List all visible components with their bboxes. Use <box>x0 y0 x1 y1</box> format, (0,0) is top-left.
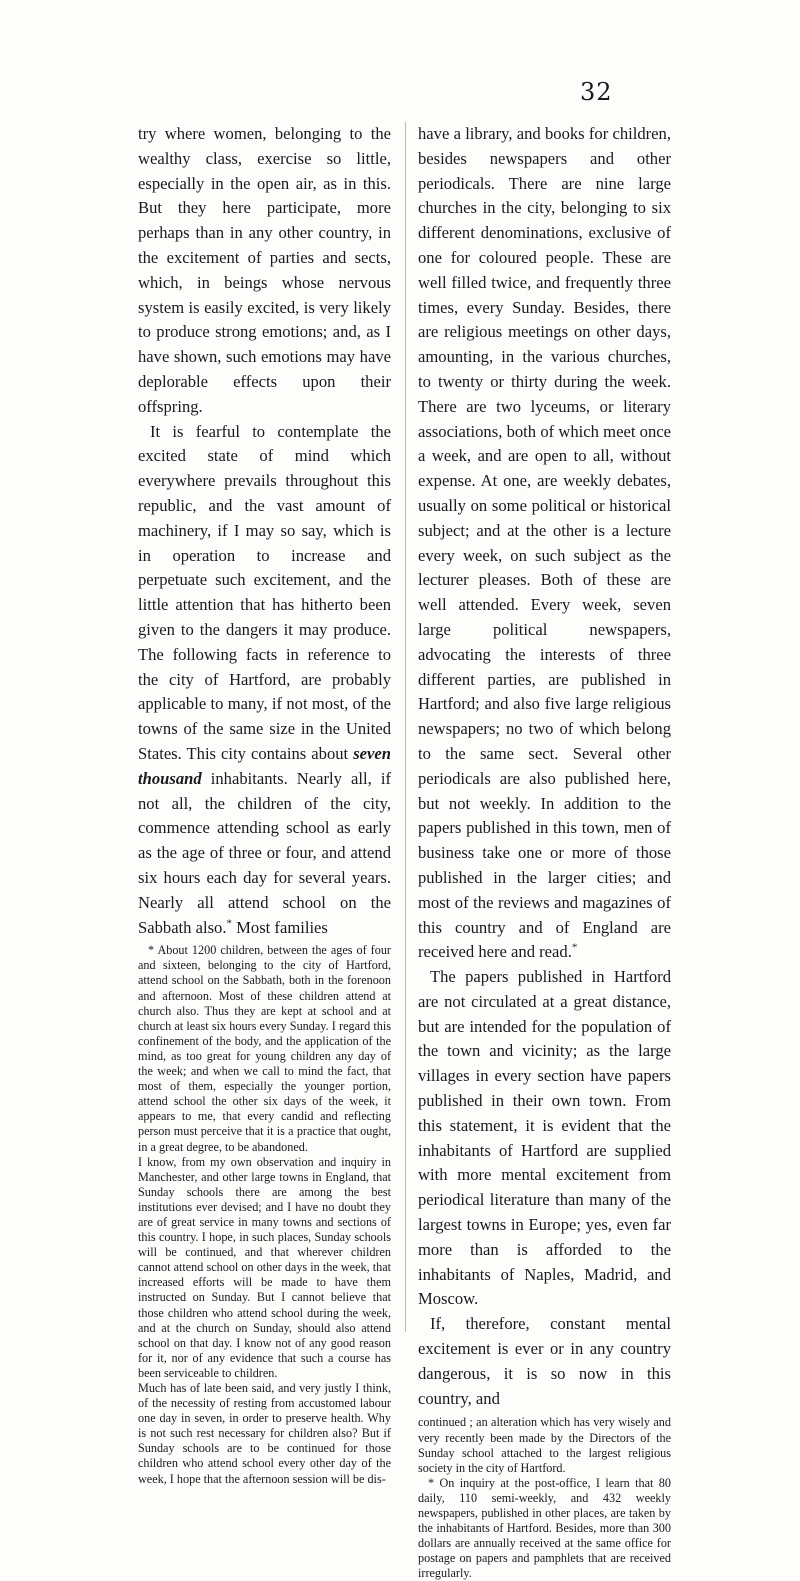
footnote: continued ; an alteration which has very wisely and very recently been made by the Directors of the Sunday school attached to the largest religious society in the city of Hartford. <box>418 1415 671 1475</box>
body-paragraph <box>138 420 391 941</box>
footnote-reference: * <box>226 916 232 929</box>
body-text: It is fearful to contemplate the excited state of mind which everywhere prevails throughout this republic, and the vast amount of machinery, if I may so say, which is in operation to increase and perpetuate such excitement, and the little attention that has hitherto been given to the dangers it may produce. The following facts in reference to the city of Hartford, are probably applicable to many, if not most, of the towns of the same size in the United States. This city contains about <box>138 421 391 763</box>
footnote: * On inquiry at the post-office, I learn that 80 daily, 110 semi-weekly, and 432 weekly newspapers, published in other places, are taken by the inhabitants of Hartford. Besides, more than 300 dollars are annually received at the same office for postage on papers and pamphlets that are received irregularly. <box>418 1475 671 1581</box>
emphasis-text: seven thousand <box>138 743 391 788</box>
right-column <box>418 122 671 1581</box>
body-text: inhabitants. Nearly all, if not all, the children of the city, commence attending school as early as the age of three or four, and attend six hours each day for several years. Nearly all attend school on the Sabbath also. <box>138 768 391 937</box>
column-divider <box>405 122 406 1332</box>
page-number: 32 <box>580 78 613 106</box>
left-column <box>138 122 391 1487</box>
body-paragraph: The papers published in Hartford are not circulated at a great distance, but are intended for the population of the town and vicinity; as the large villages in every section have papers published in their own town. From this statement, it is evident that the inhabitants of Hartford are supplied with more mental excitement from periodical literature than many of the largest towns in Europe; yes, even far more than is afforded to the inhabitants of Naples, Madrid, and Moscow. <box>418 967 671 1309</box>
footnote: Much has of late been said, and very justly I think, of the necessity of resting from accustomed labour one day in seven, in order to preserve health. Why is not such rest necessary for children also? But if Sunday schools are to be continued for those children who attend school every other day of the week, I hope that the afternoon session will be dis- <box>138 1381 391 1486</box>
footnote: I know, from my own observation and inquiry in Manchester, and other large towns in England, that Sunday schools there are among the best institutions ever devised; and I have no doubt they are of great service in many towns and sections of this country. I hope, in such places, Sunday schools will be continued, and that wherever children cannot attend school on other days in the week, that increased efforts will be made to have them instructed on Sunday. But I cannot believe that those children who attend school during the week, and at the church on Sunday, should also attend school on that day. I know not of any good reason for it, nor of any evidence that such a course has been serviceable to children. <box>138 1154 391 1380</box>
footnote: * About 1200 children, between the ages of four and sixteen, belonging to the city of Hartford, attend school on the Sabbath, both in the forenoon and afternoon. Most of these children attend at church also. Thus they are kept at school and at church at least six hours every Sunday. I regard this confinement of the body, and the application of the mind, as too great for young children any day of the week; and when we call to mind the fact, that most of them, especially the younger portion, attend school the other six days of the week, it appears to me, that every candid and reflecting person must perceive that it is a practice that ought, in a great degree, to be abandoned. <box>138 943 391 1154</box>
body-paragraph: try where women, belonging to the wealthy class, exercise so little, especially in the open air, as in this. But they here participate, more perhaps than in any other country, in the excitement of parties and sects, which, in beings whose nervous system is easily excited, is very likely to produce strong emotions; and, as I have shown, such emotions may have deplorable effects upon their offspring. <box>138 124 391 416</box>
body-paragraph: If, therefore, constant mental excitement is ever or in any country dangerous, it is so now in this country, and <box>418 1314 671 1408</box>
body-paragraph <box>418 122 671 965</box>
body-text: Most families <box>236 917 328 937</box>
footnote-reference: * <box>571 941 578 954</box>
body-text: have a library, and books for children, besides newspapers and other periodicals. There are nine large churches in the city, belonging to six different denominations, exclusive of one for coloured people. These are well filled twice, and frequently three times, every Sunday. Besides, there are religious meetings on other days, amounting, in the various churches, to twenty or thirty during the week. There are two lyceums, or literary associations, both of which meet once a week, and are open to all, without expense. At one, are weekly debates, usually on some political or historical subject; and at the other is a lecture every week, on such subject as the lecturer pleases. Both of these are well attended. Every week, seven large political newspapers, advocating the interests of three different parties, are published in Hartford; and also five large religious newspapers; no two of which belong to the same sect. Several other periodicals are also published here, but not weekly. In addition to the papers published in this town, men of business take one or more of those published in the larger cities; and most of the reviews and magazines of this country and of England are received here and read. <box>418 124 671 962</box>
